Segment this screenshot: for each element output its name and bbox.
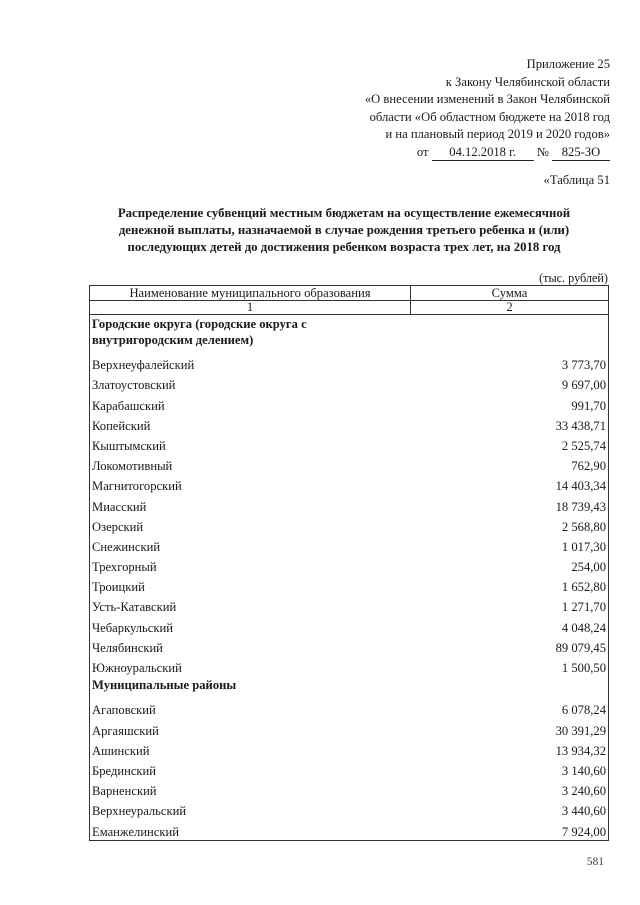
subvention-amount: 7 924,00: [411, 819, 609, 840]
column-number: 2: [411, 301, 609, 315]
table-row: [90, 615, 609, 635]
subvention-amount: 254,00: [411, 555, 609, 575]
table-row: [90, 575, 609, 595]
column-number: 1: [90, 301, 411, 315]
municipality-name: Трехгорный: [90, 555, 411, 575]
appendix-line: и на плановый период 2019 и 2020 годов»: [385, 127, 610, 141]
group-value-cell: [411, 676, 609, 698]
law-number: 825-ЗО: [552, 145, 610, 161]
subvention-amount: 6 078,24: [411, 698, 609, 718]
table-row: [90, 718, 609, 738]
table-row: [90, 819, 609, 840]
subvention-amount: 4 048,24: [411, 615, 609, 635]
units-label: (тыс. рублей): [539, 271, 608, 285]
municipality-name: Верхнеуфалейский: [90, 353, 411, 373]
group-row-urban: [90, 315, 609, 354]
from-label: от: [416, 144, 429, 159]
group-row-districts: [90, 676, 609, 698]
subvention-amount: 2 525,74: [411, 434, 609, 454]
subvention-amount: 3 773,70: [411, 353, 609, 373]
table-row: [90, 434, 609, 454]
municipality-name: Варненский: [90, 779, 411, 799]
table-body: [90, 315, 609, 841]
municipality-name: Ашинский: [90, 739, 411, 759]
municipality-name: Магнитогорский: [90, 474, 411, 494]
table-row: [90, 373, 609, 393]
appendix-block: [365, 56, 610, 161]
table-row: [90, 515, 609, 535]
table-row: [90, 759, 609, 779]
table-row: [90, 474, 609, 494]
subvention-amount: 14 403,34: [411, 474, 609, 494]
municipality-name: Локомотивный: [90, 454, 411, 474]
subvention-amount: 18 739,43: [411, 494, 609, 514]
subvention-amount: 1 652,80: [411, 575, 609, 595]
table-row: [90, 535, 609, 555]
number-label: №: [536, 144, 549, 159]
municipality-name: Златоустовский: [90, 373, 411, 393]
subvention-amount: 89 079,45: [411, 636, 609, 656]
table-row: [90, 414, 609, 434]
subvention-amount: 30 391,29: [411, 718, 609, 738]
table-row: [90, 454, 609, 474]
appendix-line: области «Об областном бюджете на 2018 год: [369, 109, 610, 124]
subvention-amount: 1 017,30: [411, 535, 609, 555]
municipality-name: Снежинский: [90, 535, 411, 555]
table-row: [90, 799, 609, 819]
municipality-name: Аргаяшский: [90, 718, 411, 738]
subvention-amount: 3 140,60: [411, 759, 609, 779]
table-row: [90, 698, 609, 718]
table-row: [90, 353, 609, 373]
subvention-amount: 1 271,70: [411, 595, 609, 615]
subvention-amount: 3 440,60: [411, 799, 609, 819]
appendix-date-line: [365, 144, 610, 162]
group-value-cell: [411, 315, 609, 354]
subvention-amount: 991,70: [411, 393, 609, 413]
municipality-name: Миасский: [90, 494, 411, 514]
table-row: [90, 595, 609, 615]
appendix-line: к Закону Челябинской области: [445, 74, 610, 89]
subvention-table: [89, 285, 609, 841]
municipality-name: Карабашский: [90, 393, 411, 413]
column-header-sum: Сумма: [411, 286, 609, 301]
municipality-name: Южноуральский: [90, 656, 411, 676]
subvention-amount: 13 934,32: [411, 739, 609, 759]
document-title: Распределение субвенций местным бюджетам на осуществление ежемесячной денежной выплаты, назначаемой в случае рождения третьего ребенка и (или) последующих детей до достижения ребенком возраста трех лет, на 2018 год: [117, 206, 571, 254]
municipality-name: Еманжелинский: [90, 819, 411, 840]
municipality-name: Брединский: [90, 759, 411, 779]
law-date: 04.12.2018 г.: [432, 145, 534, 161]
table-row: [90, 739, 609, 759]
subvention-amount: 3 240,60: [411, 779, 609, 799]
municipality-name: Усть-Катавский: [90, 595, 411, 615]
subvention-amount: 762,90: [411, 454, 609, 474]
column-number-row: [90, 301, 609, 315]
table-row: [90, 494, 609, 514]
municipality-name: Чебаркульский: [90, 615, 411, 635]
municipality-name: Челябинский: [90, 636, 411, 656]
subvention-amount: 1 500,50: [411, 656, 609, 676]
column-header-name: Наименование муниципального образования: [90, 286, 411, 301]
subvention-amount: 33 438,71: [411, 414, 609, 434]
table-label: «Таблица 51: [543, 173, 610, 187]
page-number: 581: [586, 856, 604, 868]
table-row: [90, 656, 609, 676]
subvention-amount: 9 697,00: [411, 373, 609, 393]
table-row: [90, 393, 609, 413]
subvention-amount: 2 568,80: [411, 515, 609, 535]
municipality-name: Верхнеуральский: [90, 799, 411, 819]
header-row: [90, 286, 609, 301]
group-title: Городские округа (городские округа с внутригородским делением): [90, 315, 411, 354]
group-title: Муниципальные районы: [90, 676, 411, 698]
municipality-name: Копейский: [90, 414, 411, 434]
municipality-name: Троицкий: [90, 575, 411, 595]
table-row: [90, 636, 609, 656]
municipality-name: Озерский: [90, 515, 411, 535]
municipality-name: Агаповский: [90, 698, 411, 718]
table-row: [90, 555, 609, 575]
appendix-line: Приложение 25: [526, 57, 610, 71]
table-row: [90, 779, 609, 799]
appendix-line: «О внесении изменений в Закон Челябинской: [364, 92, 610, 106]
municipality-name: Кыштымский: [90, 434, 411, 454]
